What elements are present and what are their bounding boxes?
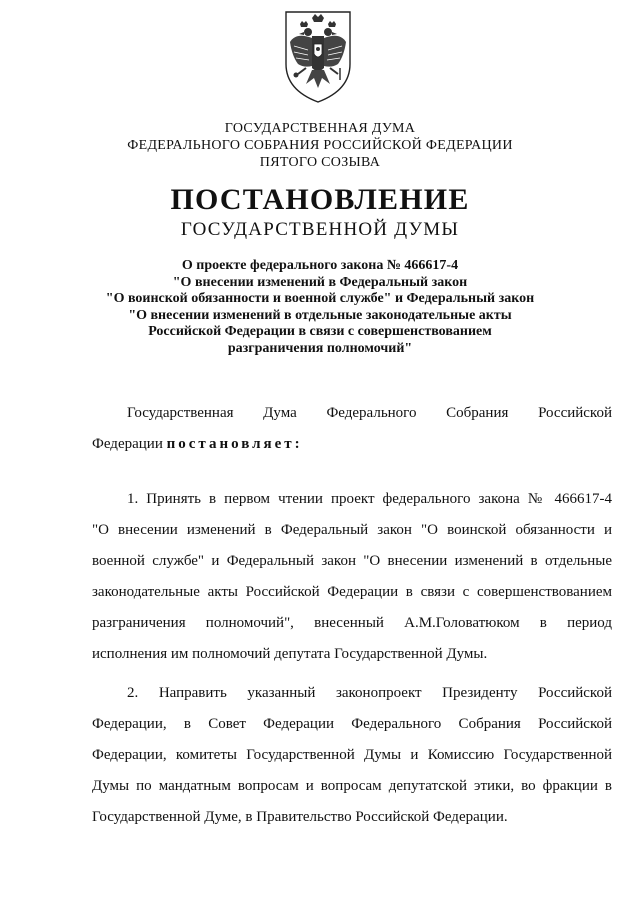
about-line: Российской Федерации в связи с совершенствованием bbox=[148, 324, 492, 340]
org-line-2: ФЕДЕРАЛЬНОГО СОБРАНИЯ РОССИЙСКОЙ ФЕДЕРАЦИИ bbox=[127, 138, 513, 153]
item-1-line: 1. Принять в первом чтении проект федерального закона № 466617-4 bbox=[127, 491, 612, 507]
about-line: разграничения полномочий" bbox=[227, 340, 413, 356]
item-2-line: Думы по мандатным вопросам и вопросам депутатской этики, во фракции в bbox=[92, 778, 612, 794]
about-line: "О внесении изменений в Федеральный закон bbox=[172, 274, 468, 290]
item-2-line: Государственной Думе, в Правительство Российской Федерации. bbox=[92, 809, 508, 825]
item-1-line: законодательные акты Российской Федерации в связи с совершенствованием bbox=[92, 584, 612, 600]
item-1-line: исполнения им полномочий депутата Государственной Думы. bbox=[92, 646, 488, 662]
item-2-line: Федерации, в Совет Федерации Федерального Собрания Российской bbox=[92, 716, 612, 732]
org-line-3: ПЯТОГО СОЗЫВА bbox=[259, 155, 381, 170]
preamble-paragraph bbox=[92, 398, 612, 460]
item-1-line: "О внесении изменений в Федеральный закон "О воинской обязанности и bbox=[92, 522, 612, 538]
preamble-line: Государственная Дума Федерального Собрания Российской bbox=[127, 405, 612, 421]
item-2-line: Федерации, комитеты Государственной Думы и Комиссию Государственной bbox=[92, 747, 612, 763]
item-1-line: военной службе" и Федеральный закон "О внесении изменений в отдельные bbox=[92, 553, 612, 569]
item-2-line: 2. Направить указанный законопроект Президенту Российской bbox=[127, 685, 612, 701]
coat-of-arms-emblem bbox=[282, 8, 354, 104]
resolution-verb: постановляет: bbox=[166, 436, 303, 452]
organization-header bbox=[0, 120, 640, 171]
about-line: О проекте федерального закона № 466617-4 bbox=[181, 258, 459, 273]
about-line: "О внесении изменений в отдельные законодательные акты bbox=[128, 307, 512, 323]
document-about-block bbox=[0, 258, 640, 358]
org-line-1: ГОСУДАРСТВЕННАЯ ДУМА bbox=[224, 121, 416, 136]
item-1-line: разграничения полномочий", внесенный А.М.Головатюком в период bbox=[92, 615, 612, 631]
item-2-paragraph bbox=[92, 678, 612, 833]
item-1-paragraph bbox=[92, 484, 612, 670]
about-line: "О воинской обязанности и военной службе" и Федеральный закон bbox=[105, 291, 535, 307]
document-title: ПОСТАНОВЛЕНИЕ bbox=[170, 183, 470, 216]
document-subtitle: ГОСУДАРСТВЕННОЙ ДУМЫ bbox=[180, 219, 460, 240]
preamble-prefix: Федерации bbox=[92, 436, 167, 452]
preamble-line bbox=[92, 429, 612, 460]
